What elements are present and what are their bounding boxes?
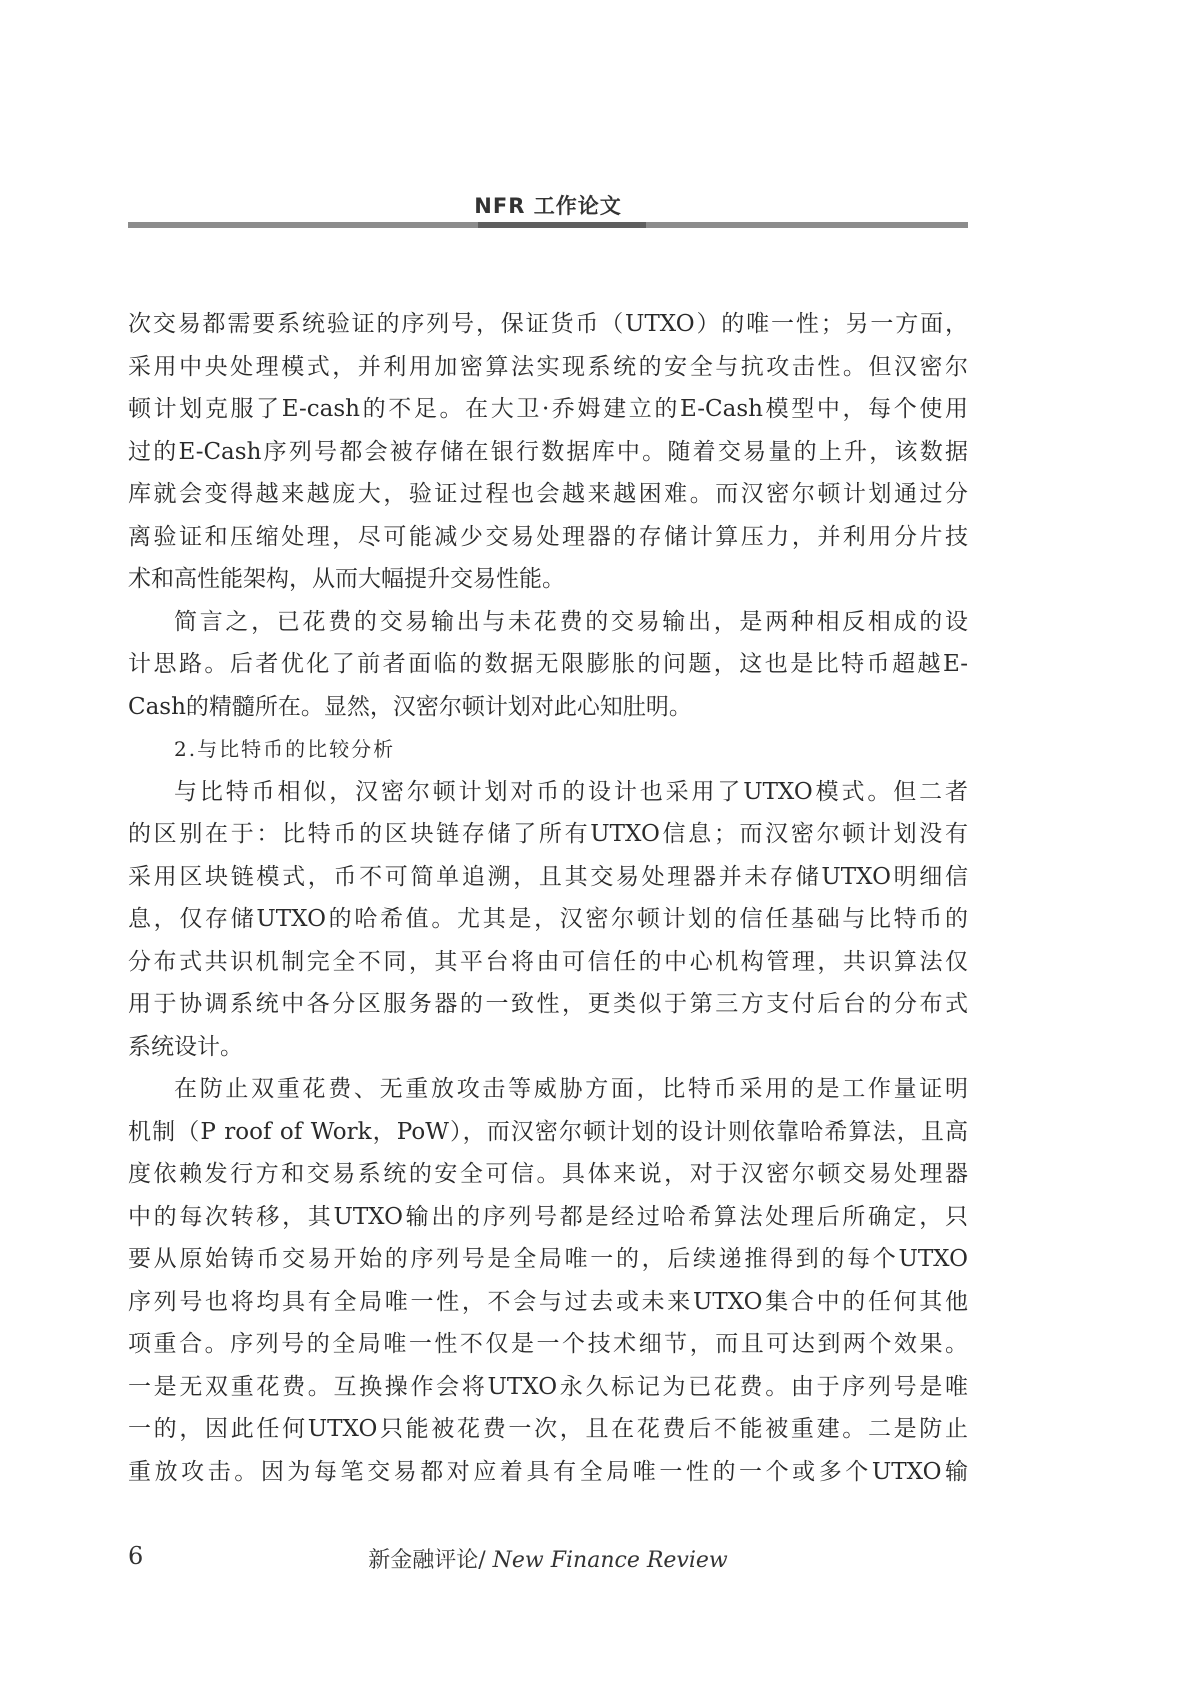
text-line: 分布式共识机制完全不同，其平台将由可信任的中心机构管理，共识算法仅 bbox=[128, 948, 968, 975]
text-line: 中的每次转移，其UTXO输出的序列号都是经过哈希算法处理后所确定，只 bbox=[128, 1203, 968, 1230]
text-line: 术和高性能架构，从而大幅提升交易性能。 bbox=[128, 566, 565, 592]
text-line: 要从原始铸币交易开始的序列号是全局唯一的，后续递推得到的每个UTXO bbox=[128, 1246, 968, 1272]
text-line: 次交易都需要系统验证的序列号，保证货币（UTXO）的唯一性；另一方面， bbox=[128, 311, 968, 337]
text-line: 离验证和压缩处理，尽可能减少交易处理器的存储计算压力，并利用分片技 bbox=[128, 523, 968, 550]
journal-name-cn: 新金融评论 bbox=[368, 1548, 479, 1573]
text-line: 与比特币相似，汉密尔顿计划对币的设计也采用了UTXO模式。但二者 bbox=[174, 778, 968, 805]
text-line: 序列号也将均具有全局唯一性，不会与过去或未来UTXO集合中的任何其他 bbox=[128, 1288, 968, 1315]
text-line: 过的E-Cash序列号都会被存储在银行数据库中。随着交易量的上升，该数据 bbox=[128, 438, 968, 465]
text-line: 项重合。序列号的全局唯一性不仅是一个技术细节，而且可达到两个效果。 bbox=[128, 1331, 968, 1357]
text-line: 顿计划克服了E-cash的不足。在大卫·乔姆建立的E-Cash模型中，每个使用 bbox=[128, 396, 968, 422]
body-text bbox=[128, 303, 968, 1493]
text-line: 简言之，已花费的交易输出与未花费的交易输出，是两种相反相成的设 bbox=[174, 608, 968, 635]
text-line: Cash的精髓所在。显然，汉密尔顿计划对此心知肚明。 bbox=[128, 693, 692, 720]
text-line: 用于协调系统中各分区服务器的一致性，更类似于第三方支付后台的分布式 bbox=[128, 991, 968, 1017]
text-line: 系统设计。 bbox=[128, 1033, 243, 1060]
text-line: 库就会变得越来越庞大，验证过程也会越来越困难。而汉密尔顿计划通过分 bbox=[128, 481, 968, 507]
text-line: 采用区块链模式，币不可简单追溯，且其交易处理器并未存储UTXO明细信 bbox=[128, 863, 968, 890]
header-rule-accent bbox=[478, 222, 646, 228]
text-line: 息，仅存储UTXO的哈希值。尤其是，汉密尔顿计划的信任基础与比特币的 bbox=[128, 906, 968, 932]
journal-name bbox=[128, 1543, 968, 1574]
text-line: 在防止双重花费、无重放攻击等威胁方面，比特币采用的是工作量证明 bbox=[174, 1076, 968, 1102]
text-line: 度依赖发行方和交易系统的安全可信。具体来说，对于汉密尔顿交易处理器 bbox=[128, 1161, 968, 1187]
text-line: 机制（P roof of Work，PoW），而汉密尔顿计划的设计则依靠哈希算法，且高 bbox=[128, 1118, 968, 1145]
text-line: 一的，因此任何UTXO只能被花费一次，且在花费后不能被重建。二是防止 bbox=[128, 1416, 968, 1442]
journal-name-en: New Finance Review bbox=[492, 1548, 728, 1573]
page-number: 6 bbox=[128, 1542, 144, 1570]
text-line: 的区别在于：比特币的区块链存储了所有UTXO信息；而汉密尔顿计划没有 bbox=[128, 821, 968, 847]
text-line: 一是无双重花费。互换操作会将UTXO永久标记为已花费。由于序列号是唯 bbox=[128, 1373, 968, 1400]
text-line: 重放攻击。因为每笔交易都对应着具有全局唯一性的一个或多个UTXO输 bbox=[128, 1458, 968, 1485]
running-header: NFR 工作论文 bbox=[474, 194, 622, 218]
text-line: 计思路。后者优化了前者面临的数据无限膨胀的问题，这也是比特币超越E- bbox=[128, 651, 968, 677]
journal-name-separator: / bbox=[478, 1548, 493, 1573]
text-line: 采用中央处理模式，并利用加密算法实现系统的安全与抗攻击性。但汉密尔 bbox=[128, 353, 968, 380]
section-heading: 2.与比特币的比较分析 bbox=[174, 737, 396, 761]
